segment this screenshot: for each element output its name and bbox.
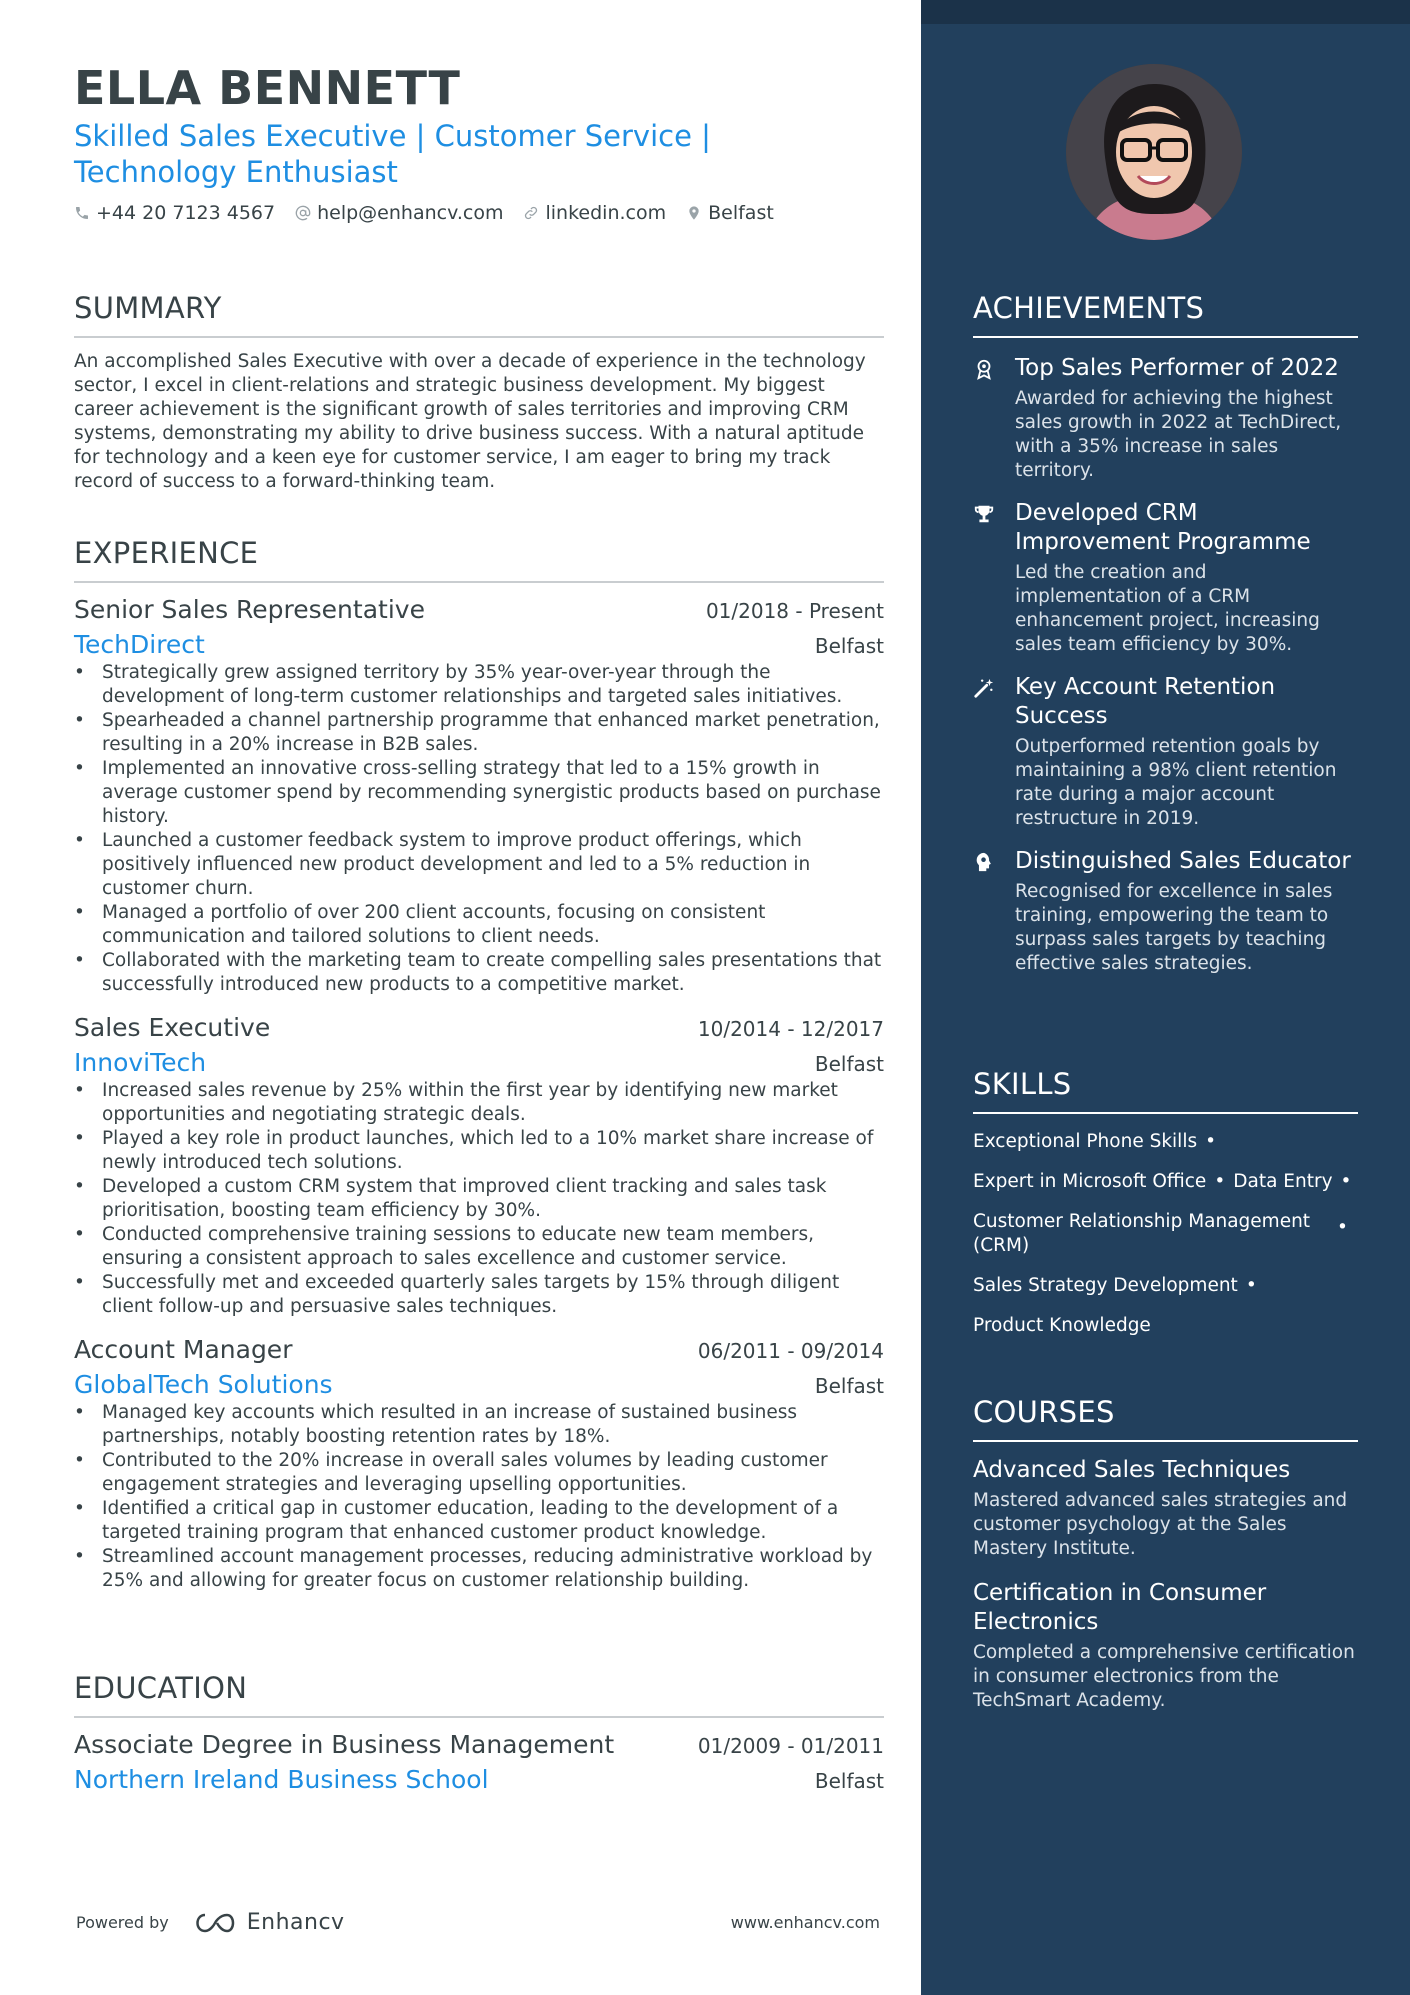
- section-divider: [74, 1716, 884, 1718]
- job-location: Belfast: [814, 634, 884, 658]
- skill-item: Sales Strategy Development: [973, 1275, 1238, 1296]
- footer: [76, 1910, 880, 1935]
- brand-logo[interactable]: [191, 1910, 345, 1935]
- job-entry: [74, 1013, 884, 1319]
- achievement-desc: Awarded for achieving the highest sales growth in 2022 at TechDirect, with a 35% increase in sales territory.: [1015, 388, 1342, 481]
- job-location: Belfast: [814, 1374, 884, 1398]
- at-icon: [295, 205, 311, 221]
- courses-heading: COURSES: [973, 1395, 1115, 1429]
- enhancv-logo-icon: [191, 1911, 237, 1935]
- education-date: 01/2009 - 01/2011: [697, 1734, 884, 1758]
- achievement-item: [973, 499, 1358, 657]
- course-desc: Completed a comprehensive certification in consumer electronics from the TechSmart Academy.: [973, 1642, 1355, 1711]
- linkedin-text: linkedin.com: [545, 202, 667, 224]
- powered-by: [76, 1910, 345, 1935]
- skills-heading: SKILLS: [973, 1067, 1072, 1101]
- job-title: Sales Executive: [74, 1013, 271, 1042]
- head-lightbulb-icon: [973, 851, 995, 873]
- job-date: 01/2018 - Present: [705, 599, 884, 623]
- job-entry: [74, 595, 884, 997]
- achievement-title: Top Sales Performer of 2022: [1015, 355, 1339, 381]
- summary-heading: SUMMARY: [74, 291, 222, 325]
- footer-url[interactable]: www.enhancv.com: [730, 1913, 880, 1932]
- job-bullets: [74, 661, 884, 997]
- experience-heading: EXPERIENCE: [74, 536, 259, 570]
- job-bullet: • Collaborated with the marketing team to create compelling sales presentations that successfully introduced new products to a competitive market.: [74, 949, 884, 997]
- job-bullet: • Implemented an innovative cross-selling strategy that led to a 15% growth in average customer spend by recommending synergistic products based on purchase history.: [74, 757, 884, 829]
- job-bullet: • Managed key accounts which resulted in an increase of sustained business partnerships, notably boosting retention rates by 18%.: [74, 1401, 884, 1449]
- skill-item: Customer Relationship Management (CRM): [973, 1211, 1311, 1256]
- contact-linkedin[interactable]: [523, 202, 666, 224]
- achievements-heading: ACHIEVEMENTS: [973, 291, 1205, 325]
- contact-location: [686, 202, 774, 224]
- sidebar: [921, 0, 1410, 1995]
- section-divider: [973, 1440, 1358, 1442]
- skill-item: Product Knowledge: [973, 1315, 1151, 1336]
- job-location: Belfast: [814, 1052, 884, 1076]
- course-title: Advanced Sales Techniques: [973, 1457, 1291, 1483]
- job-bullet: • Identified a critical gap in customer education, leading to the development of a targeted training program that enhanced customer product knowledge.: [74, 1497, 884, 1545]
- education-section: [74, 1670, 884, 1794]
- contact-list: [74, 202, 884, 224]
- achievement-item: [973, 673, 1358, 831]
- candidate-name: ELLA BENNETT: [74, 61, 461, 115]
- course-item: [973, 1579, 1358, 1713]
- job-bullet: • Developed a custom CRM system that improved client tracking and sales task prioritisation, boosting team efficiency by 30%.: [74, 1175, 884, 1223]
- avatar: [1066, 64, 1242, 240]
- job-entry: [74, 1335, 884, 1593]
- achievement-title: Developed CRM Improvement Programme: [1015, 500, 1311, 555]
- achievement-desc: Led the creation and implementation of a CRM enhancement project, increasing sales team efficiency by 30%.: [1015, 562, 1320, 655]
- course-desc: Mastered advanced sales strategies and customer psychology at the Sales Mastery Institute.: [973, 1490, 1348, 1559]
- profile-photo-icon: [1066, 64, 1242, 240]
- job-list: [74, 595, 884, 1593]
- job-bullet: • Spearheaded a channel partnership programme that enhanced market penetration, resulting in a 20% increase in B2B sales.: [74, 709, 884, 757]
- skill-item: Exceptional Phone Skills: [973, 1131, 1198, 1152]
- trophy-icon: [973, 503, 995, 525]
- job-bullet: • Strategically grew assigned territory by 35% year-over-year through the development of long-term customer relationships and targeted sales initiatives.: [74, 661, 884, 709]
- link-icon: [523, 205, 539, 221]
- candidate-title: Skilled Sales Executive | Customer Service | Technology Enthusiast: [74, 119, 711, 189]
- summary-section: [74, 290, 884, 494]
- phone-text: +44 20 7123 4567: [96, 202, 276, 224]
- skill-item: Data Entry: [1233, 1171, 1333, 1192]
- phone-icon: [74, 205, 90, 221]
- job-bullet: • Increased sales revenue by 25% within the first year by identifying new market opportunities and negotiating strategic deals.: [74, 1079, 884, 1127]
- company-name: TechDirect: [74, 630, 205, 659]
- company-name: InnoviTech: [74, 1048, 207, 1077]
- job-bullet: • Contributed to the 20% increase in overall sales volumes by leading customer engagement strategies and leveraging upselling opportunities.: [74, 1449, 884, 1497]
- course-title: Certification in Consumer Electronics: [973, 1580, 1267, 1635]
- email-text: help@enhancv.com: [317, 202, 504, 224]
- skill-row: Expert in Microsoft Office • Data Entry •: [973, 1171, 1352, 1192]
- section-divider: [74, 336, 884, 338]
- education-entry: [74, 1730, 884, 1794]
- job-date: 10/2014 - 12/2017: [697, 1017, 884, 1041]
- skill-row: Sales Strategy Development •: [973, 1275, 1257, 1296]
- skill-row: Exceptional Phone Skills •: [973, 1131, 1217, 1152]
- section-divider: [973, 336, 1358, 338]
- resume-header: [74, 60, 884, 224]
- skill-row: [973, 1314, 1358, 1338]
- job-title: Account Manager: [74, 1335, 293, 1364]
- company-name: GlobalTech Solutions: [74, 1370, 333, 1399]
- sidebar-top-bar: [921, 0, 1410, 24]
- achievement-title: Distinguished Sales Educator: [1015, 848, 1351, 874]
- job-bullet: • Successfully met and exceeded quarterly sales targets by 15% through diligent client follow-up and persuasive sales techniques.: [74, 1271, 884, 1319]
- skill-item: Expert in Microsoft Office: [973, 1171, 1207, 1192]
- job-title: Senior Sales Representative: [74, 595, 425, 624]
- school-name: Northern Ireland Business School: [74, 1765, 489, 1794]
- achievements-section: [973, 290, 1358, 976]
- achievement-item: [973, 354, 1358, 483]
- award-ribbon-icon: [973, 358, 995, 380]
- job-bullet: • Streamlined account management processes, reducing administrative workload by 25% and allowing for greater focus on customer relationship building.: [74, 1545, 884, 1593]
- experience-section: [74, 535, 884, 1593]
- achievement-item: [973, 847, 1358, 976]
- job-bullet: • Played a key role in product launches, which led to a 10% market share increase of newly introduced tech solutions.: [74, 1127, 884, 1175]
- section-divider: [973, 1112, 1358, 1114]
- location-pin-icon: [686, 205, 702, 221]
- skill-row: Customer Relationship Management (CRM) •: [973, 1211, 1348, 1256]
- summary-text: An accomplished Sales Executive with over a decade of experience in the technology sector, I excel in client-relations and strategic business development. My biggest career achievement is the significant growth of sales territories and improving CRM systems, demonstrating my ability to drive business success. With a natural aptitude for technology and a keen eye for customer service, I am eager to bring my track record of success to a forward-thinking team.: [74, 351, 866, 492]
- skills-list: [973, 1130, 1358, 1338]
- location-text: Belfast: [708, 202, 774, 224]
- contact-phone[interactable]: [74, 202, 275, 224]
- section-divider: [74, 581, 884, 583]
- brand-name: Enhancv: [246, 1910, 345, 1935]
- achievement-title: Key Account Retention Success: [1015, 674, 1276, 729]
- skills-section: [973, 1066, 1358, 1338]
- course-item: [973, 1456, 1358, 1561]
- job-bullet: • Conducted comprehensive training sessions to educate new team members, ensuring a consistent approach to sales excellence and customer service.: [74, 1223, 884, 1271]
- achievement-desc: Outperformed retention goals by maintaining a 98% client retention rate during a major account restructure in 2019.: [1015, 736, 1337, 829]
- job-bullet: • Launched a customer feedback system to improve product offerings, which positively influenced new product development and led to a 5% reduction in customer churn.: [74, 829, 884, 901]
- achievement-desc: Recognised for excellence in sales training, empowering the team to surpass sales targets by teaching effective sales strategies.: [1015, 881, 1333, 974]
- magic-wand-icon: [973, 677, 995, 699]
- courses-section: [973, 1394, 1358, 1713]
- education-heading: EDUCATION: [74, 1671, 248, 1705]
- degree-title: Associate Degree in Business Management: [74, 1730, 615, 1759]
- education-location: Belfast: [814, 1769, 884, 1793]
- job-date: 06/2011 - 09/2014: [697, 1339, 884, 1363]
- job-bullets: [74, 1401, 884, 1593]
- job-bullet: • Managed a portfolio of over 200 client accounts, focusing on consistent communication and tailored solutions to client needs.: [74, 901, 884, 949]
- powered-by-label: Powered by: [76, 1913, 169, 1932]
- job-bullets: [74, 1079, 884, 1319]
- contact-email[interactable]: [295, 202, 503, 224]
